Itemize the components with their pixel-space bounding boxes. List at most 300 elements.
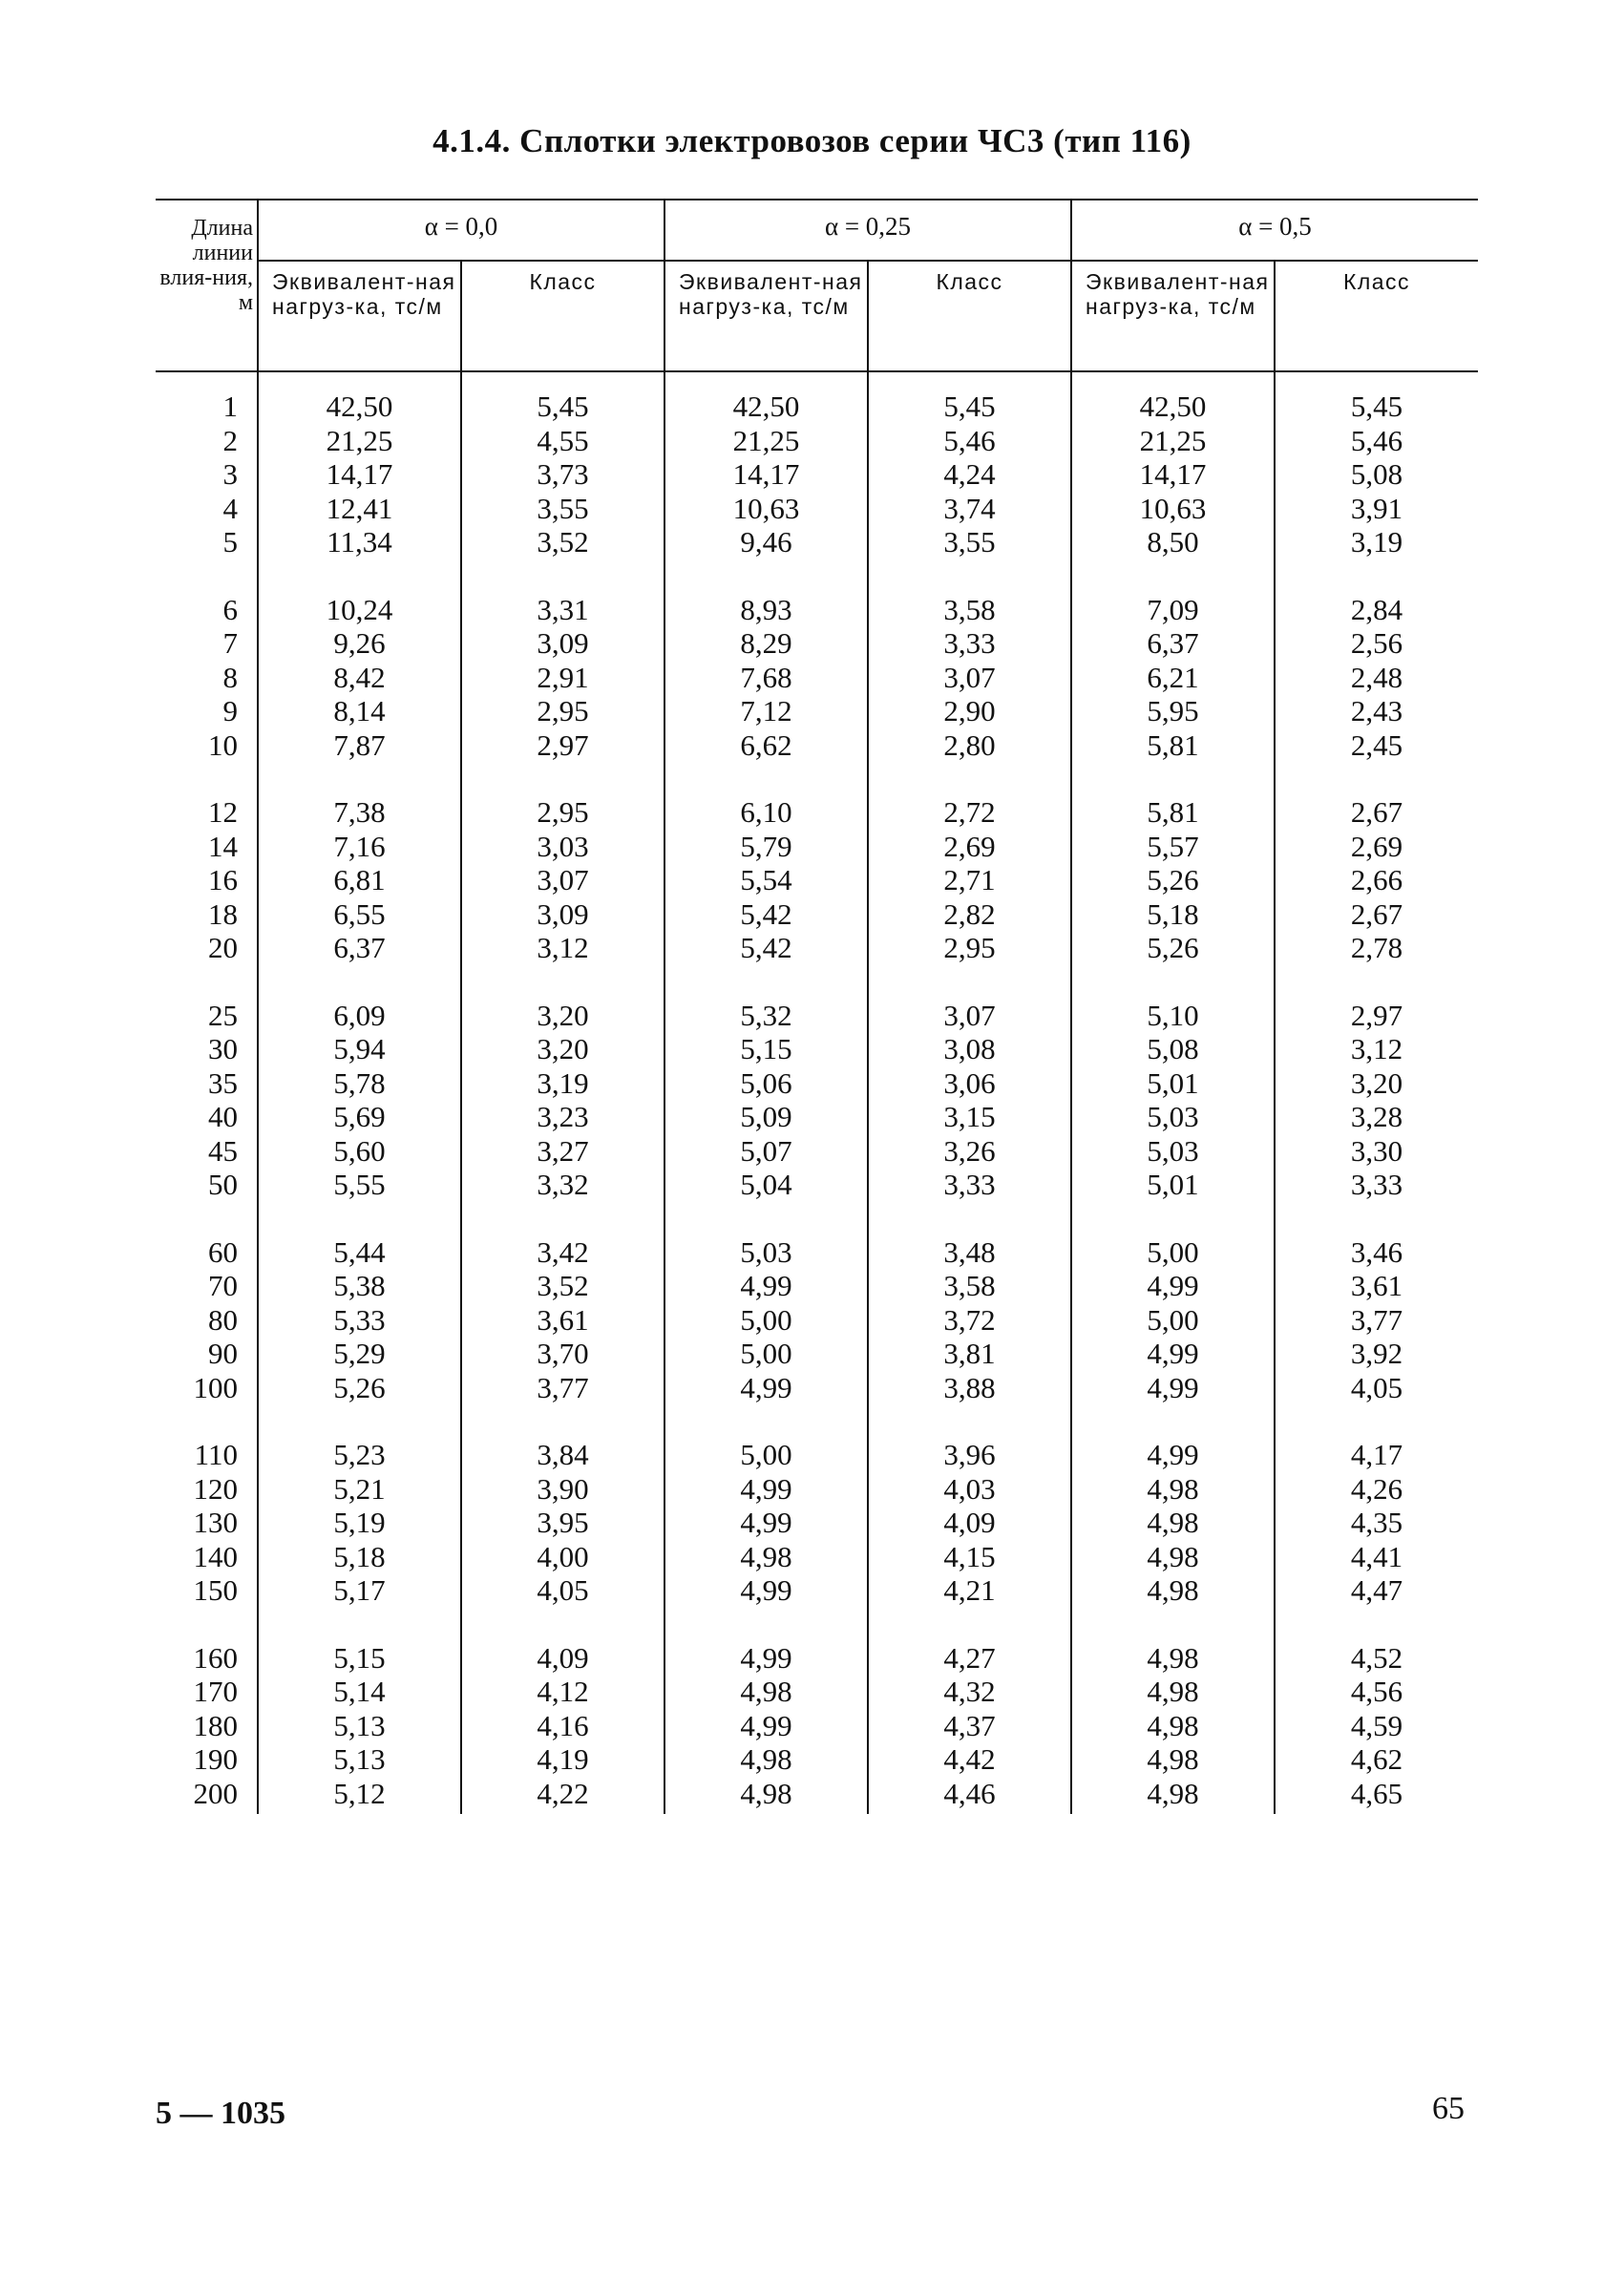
- cell-length: 140: [156, 1540, 258, 1574]
- cell-class: 3,07: [868, 661, 1071, 695]
- cell-equivalent-load: 10,63: [1071, 492, 1275, 526]
- table-row: [156, 424, 1478, 458]
- table-row: [156, 1675, 1478, 1709]
- cell-class: 3,12: [1350, 1032, 1403, 1065]
- cell-class: 5,45: [1350, 390, 1403, 423]
- table-row: [156, 1269, 1478, 1303]
- cell-length: 10: [156, 728, 258, 763]
- cell-equivalent-load: 7,38: [258, 762, 461, 830]
- table-row: [156, 1709, 1478, 1743]
- cell-length: 160: [156, 1608, 258, 1676]
- cell-class: 3,70: [461, 1337, 664, 1371]
- cell-length: 150: [156, 1573, 258, 1608]
- cell-equivalent-load: 4,98: [1071, 1709, 1275, 1743]
- cell-class: 3,26: [868, 1134, 1071, 1169]
- cell-class: 4,35: [1350, 1506, 1403, 1539]
- cell-equivalent-load: 5,32: [664, 965, 868, 1033]
- cell-class: 2,72: [868, 762, 1071, 830]
- table-row: [156, 1303, 1478, 1338]
- cell-class: 2,67: [1350, 896, 1403, 931]
- cell-equivalent-load: 4,98: [1071, 1608, 1275, 1676]
- table-row: [156, 1573, 1478, 1608]
- table-row: [156, 1742, 1478, 1777]
- cell-class: 4,55: [461, 424, 664, 458]
- header-class: Класс: [868, 261, 1071, 371]
- cell-equivalent-load: 5,78: [258, 1066, 461, 1101]
- cell-equivalent-load: 5,09: [664, 1100, 868, 1134]
- header-equivalent-load: Эквивалент-ная нагруз-ка, тс/м: [664, 261, 868, 371]
- cell-equivalent-load: 5,38: [258, 1269, 461, 1303]
- cell-length: 3: [156, 457, 258, 492]
- table-row: [156, 1202, 1478, 1270]
- cell-class: 3,61: [1350, 1269, 1403, 1302]
- cell-length: 90: [156, 1337, 258, 1371]
- cell-equivalent-load: 5,94: [258, 1032, 461, 1066]
- table-row: [156, 1506, 1478, 1540]
- cell-equivalent-load: 5,54: [664, 863, 868, 897]
- cell-class: 4,65: [1350, 1776, 1403, 1810]
- cell-class: 3,27: [461, 1134, 664, 1169]
- cell-equivalent-load: 6,81: [258, 863, 461, 897]
- cell-equivalent-load: 14,17: [1071, 457, 1275, 492]
- cell-equivalent-load: 5,29: [258, 1337, 461, 1371]
- table-row: [156, 762, 1478, 830]
- cell-equivalent-load: 5,00: [664, 1404, 868, 1472]
- cell-class: 4,00: [461, 1540, 664, 1574]
- cell-equivalent-load: 5,57: [1071, 830, 1275, 864]
- cell-class: 3,30: [1350, 1133, 1403, 1168]
- cell-length: 1: [156, 371, 258, 424]
- load-table: [156, 199, 1478, 1814]
- cell-equivalent-load: 5,00: [664, 1337, 868, 1371]
- cell-class: 2,43: [1350, 694, 1403, 727]
- cell-equivalent-load: 5,81: [1071, 762, 1275, 830]
- cell-length: 14: [156, 830, 258, 864]
- table-row: [156, 1100, 1478, 1134]
- cell-length: 120: [156, 1472, 258, 1507]
- cell-equivalent-load: 7,87: [258, 728, 461, 763]
- cell-equivalent-load: 4,99: [1071, 1337, 1275, 1371]
- cell-class: 3,33: [868, 1168, 1071, 1202]
- cell-class: 3,81: [868, 1337, 1071, 1371]
- table-row: [156, 1608, 1478, 1676]
- cell-class: 4,15: [868, 1540, 1071, 1574]
- cell-equivalent-load: 5,00: [1071, 1303, 1275, 1338]
- cell-class: 3,58: [868, 559, 1071, 627]
- cell-equivalent-load: 8,50: [1071, 525, 1275, 559]
- cell-length: 110: [156, 1404, 258, 1472]
- cell-equivalent-load: 5,21: [258, 1472, 461, 1507]
- cell-equivalent-load: 5,04: [664, 1168, 868, 1202]
- cell-equivalent-load: 4,99: [664, 1371, 868, 1405]
- cell-class: 3,96: [868, 1404, 1071, 1472]
- cell-equivalent-load: 5,42: [664, 931, 868, 965]
- footer-code: 5 — 1035: [156, 2096, 285, 2131]
- cell-equivalent-load: 5,03: [1071, 1100, 1275, 1134]
- cell-class: 3,31: [461, 559, 664, 627]
- table-row: [156, 626, 1478, 661]
- cell-equivalent-load: 4,99: [664, 1506, 868, 1540]
- header-alpha-05: α = 0,5: [1071, 200, 1478, 261]
- cell-equivalent-load: 42,50: [664, 371, 868, 424]
- cell-class: 3,32: [461, 1168, 664, 1202]
- cell-class: 3,23: [461, 1100, 664, 1134]
- cell-equivalent-load: 7,09: [1071, 559, 1275, 627]
- cell-length: 2: [156, 424, 258, 458]
- header-length: Длина линии влия-ния, м: [156, 200, 258, 371]
- cell-equivalent-load: 5,00: [1071, 1202, 1275, 1270]
- cell-equivalent-load: 5,42: [664, 897, 868, 932]
- cell-class: 4,19: [461, 1742, 664, 1777]
- cell-class: 4,47: [1350, 1573, 1403, 1607]
- cell-equivalent-load: 4,98: [664, 1742, 868, 1777]
- table-row: [156, 1337, 1478, 1371]
- cell-class: 4,09: [461, 1608, 664, 1676]
- cell-class: 4,62: [1350, 1742, 1403, 1776]
- cell-length: 7: [156, 626, 258, 661]
- cell-class: 4,05: [1350, 1370, 1403, 1404]
- cell-class: 3,09: [461, 897, 664, 932]
- cell-length: 70: [156, 1269, 258, 1303]
- cell-class: 5,45: [461, 371, 664, 424]
- table-row: [156, 492, 1478, 526]
- cell-equivalent-load: 7,16: [258, 830, 461, 864]
- cell-class: 3,08: [868, 1032, 1071, 1066]
- cell-class: 4,17: [1350, 1438, 1403, 1471]
- cell-class: 4,32: [868, 1675, 1071, 1709]
- cell-class: 3,84: [461, 1404, 664, 1472]
- cell-class: 3,91: [1350, 491, 1403, 525]
- cell-class: 3,74: [868, 492, 1071, 526]
- cell-length: 130: [156, 1506, 258, 1540]
- cell-equivalent-load: 6,62: [664, 728, 868, 763]
- cell-class: 3,20: [461, 1032, 664, 1066]
- cell-class: 4,59: [1350, 1708, 1403, 1742]
- cell-class: 3,12: [461, 931, 664, 965]
- cell-equivalent-load: 8,14: [258, 694, 461, 728]
- cell-equivalent-load: 4,99: [1071, 1371, 1275, 1405]
- cell-length: 50: [156, 1168, 258, 1202]
- cell-equivalent-load: 42,50: [1071, 371, 1275, 424]
- cell-class: 3,95: [461, 1506, 664, 1540]
- cell-length: 200: [156, 1777, 258, 1815]
- cell-class: 2,95: [868, 931, 1071, 965]
- cell-equivalent-load: 6,55: [258, 897, 461, 932]
- cell-equivalent-load: 5,13: [258, 1709, 461, 1743]
- cell-equivalent-load: 5,01: [1071, 1066, 1275, 1101]
- cell-length: 12: [156, 762, 258, 830]
- cell-equivalent-load: 5,06: [664, 1066, 868, 1101]
- cell-equivalent-load: 4,98: [1071, 1472, 1275, 1507]
- cell-equivalent-load: 5,10: [1071, 965, 1275, 1033]
- cell-equivalent-load: 5,95: [1071, 694, 1275, 728]
- cell-equivalent-load: 5,26: [1071, 931, 1275, 965]
- cell-equivalent-load: 5,01: [1071, 1168, 1275, 1202]
- cell-equivalent-load: 7,68: [664, 661, 868, 695]
- cell-class: 3,77: [461, 1371, 664, 1405]
- cell-class: 3,20: [1350, 1065, 1403, 1100]
- cell-class: 3,73: [461, 457, 664, 492]
- cell-equivalent-load: 5,15: [258, 1608, 461, 1676]
- cell-equivalent-load: 5,81: [1071, 728, 1275, 763]
- cell-equivalent-load: 6,10: [664, 762, 868, 830]
- cell-length: 45: [156, 1134, 258, 1169]
- cell-equivalent-load: 5,33: [258, 1303, 461, 1338]
- cell-length: 6: [156, 559, 258, 627]
- cell-class: 5,46: [1350, 423, 1403, 457]
- table-row: [156, 863, 1478, 897]
- cell-class: 3,03: [461, 830, 664, 864]
- cell-equivalent-load: 5,26: [1071, 863, 1275, 897]
- cell-equivalent-load: 5,19: [258, 1506, 461, 1540]
- cell-length: 60: [156, 1202, 258, 1270]
- cell-equivalent-load: 4,99: [664, 1573, 868, 1608]
- cell-equivalent-load: 6,09: [258, 965, 461, 1033]
- table-row: [156, 1032, 1478, 1066]
- cell-class: 3,88: [868, 1371, 1071, 1405]
- cell-class: 4,42: [868, 1742, 1071, 1777]
- table-row: [156, 1777, 1478, 1815]
- cell-length: 190: [156, 1742, 258, 1777]
- cell-class: 4,41: [1350, 1539, 1403, 1573]
- cell-equivalent-load: 4,99: [1071, 1404, 1275, 1472]
- cell-class: 2,82: [868, 897, 1071, 932]
- cell-equivalent-load: 8,42: [258, 661, 461, 695]
- cell-class: 4,05: [461, 1573, 664, 1608]
- cell-equivalent-load: 5,44: [258, 1202, 461, 1270]
- cell-equivalent-load: 4,98: [1071, 1506, 1275, 1540]
- cell-class: 3,33: [1350, 1168, 1403, 1201]
- table-row: [156, 1066, 1478, 1101]
- header-equivalent-load: Эквивалент-ная нагруз-ка, тс/м: [1071, 261, 1275, 371]
- cell-class: 5,08: [1350, 457, 1403, 491]
- header-class: Класс: [461, 261, 664, 371]
- cell-equivalent-load: 4,98: [664, 1540, 868, 1574]
- cell-length: 100: [156, 1371, 258, 1405]
- table-row: [156, 1540, 1478, 1574]
- cell-class: 3,77: [1350, 1302, 1403, 1337]
- cell-length: 16: [156, 863, 258, 897]
- cell-equivalent-load: 4,98: [1071, 1675, 1275, 1709]
- cell-class: 2,69: [868, 830, 1071, 864]
- cell-class: 4,37: [868, 1709, 1071, 1743]
- table-row: [156, 457, 1478, 492]
- table-row: [156, 371, 1478, 424]
- cell-length: 20: [156, 931, 258, 965]
- cell-class: 2,97: [1350, 998, 1403, 1032]
- cell-equivalent-load: 8,29: [664, 626, 868, 661]
- header-equivalent-load: Эквивалент-ная нагруз-ка, тс/м: [258, 261, 461, 371]
- cell-length: 4: [156, 492, 258, 526]
- cell-equivalent-load: 5,08: [1071, 1032, 1275, 1066]
- cell-equivalent-load: 9,46: [664, 525, 868, 559]
- cell-equivalent-load: 6,37: [258, 931, 461, 965]
- cell-equivalent-load: 6,37: [1071, 626, 1275, 661]
- cell-class: 4,22: [461, 1777, 664, 1815]
- cell-equivalent-load: 8,93: [664, 559, 868, 627]
- cell-equivalent-load: 4,98: [664, 1675, 868, 1709]
- cell-equivalent-load: 4,98: [1071, 1742, 1275, 1777]
- cell-class: 3,42: [461, 1202, 664, 1270]
- cell-equivalent-load: 5,60: [258, 1134, 461, 1169]
- table-body: [156, 371, 1478, 1814]
- table-row: [156, 1472, 1478, 1507]
- cell-class: 2,97: [461, 728, 664, 763]
- header-class: Класс: [1275, 261, 1478, 371]
- cell-equivalent-load: 5,79: [664, 830, 868, 864]
- cell-equivalent-load: 21,25: [258, 424, 461, 458]
- cell-class: 2,45: [1350, 727, 1403, 762]
- cell-length: 5: [156, 525, 258, 559]
- page-number: 65: [1432, 2091, 1465, 2126]
- cell-length: 40: [156, 1100, 258, 1134]
- cell-length: 25: [156, 965, 258, 1033]
- cell-class: 2,90: [868, 694, 1071, 728]
- cell-equivalent-load: 5,13: [258, 1742, 461, 1777]
- header-alpha-0: α = 0,0: [258, 200, 664, 261]
- cell-length: 80: [156, 1303, 258, 1338]
- cell-equivalent-load: 5,12: [258, 1777, 461, 1815]
- cell-class: 3,52: [461, 525, 664, 559]
- cell-class: 3,07: [868, 965, 1071, 1033]
- cell-class: 3,72: [868, 1303, 1071, 1338]
- cell-equivalent-load: 5,23: [258, 1404, 461, 1472]
- cell-equivalent-load: 5,17: [258, 1573, 461, 1608]
- table-row: [156, 661, 1478, 695]
- cell-class: 3,52: [461, 1269, 664, 1303]
- cell-class: 3,46: [1350, 1234, 1403, 1269]
- table-row: [156, 931, 1478, 965]
- cell-equivalent-load: 5,03: [1071, 1134, 1275, 1169]
- cell-class: 4,21: [868, 1573, 1071, 1608]
- table-title: 4.1.4. Сплотки электровозов серии ЧС3 (тип 116): [432, 122, 1192, 159]
- cell-class: 2,80: [868, 728, 1071, 763]
- cell-class: 3,90: [461, 1472, 664, 1507]
- cell-equivalent-load: 9,26: [258, 626, 461, 661]
- cell-class: 3,48: [868, 1202, 1071, 1270]
- table-row: [156, 965, 1478, 1033]
- cell-equivalent-load: 4,98: [1071, 1540, 1275, 1574]
- cell-class: 2,71: [868, 863, 1071, 897]
- cell-class: 3,61: [461, 1303, 664, 1338]
- cell-class: 2,56: [1350, 626, 1403, 660]
- cell-class: 2,67: [1350, 795, 1403, 829]
- cell-equivalent-load: 5,03: [664, 1202, 868, 1270]
- cell-equivalent-load: 5,69: [258, 1100, 461, 1134]
- cell-class: 2,91: [461, 661, 664, 695]
- cell-class: 3,55: [868, 525, 1071, 559]
- cell-class: 4,26: [1350, 1471, 1403, 1506]
- cell-equivalent-load: 5,18: [258, 1540, 461, 1574]
- cell-equivalent-load: 6,21: [1071, 661, 1275, 695]
- cell-length: 35: [156, 1066, 258, 1101]
- table-row: [156, 830, 1478, 864]
- cell-length: 170: [156, 1675, 258, 1709]
- table-row: [156, 1371, 1478, 1405]
- cell-class: 4,24: [868, 457, 1071, 492]
- cell-class: 3,19: [461, 1066, 664, 1101]
- cell-length: 180: [156, 1709, 258, 1743]
- cell-equivalent-load: 4,99: [664, 1269, 868, 1303]
- cell-class: 4,16: [461, 1709, 664, 1743]
- cell-equivalent-load: 12,41: [258, 492, 461, 526]
- table-row: [156, 897, 1478, 932]
- cell-class: 2,66: [1350, 863, 1403, 896]
- cell-equivalent-load: 10,63: [664, 492, 868, 526]
- cell-length: 30: [156, 1032, 258, 1066]
- cell-class: 4,52: [1350, 1640, 1403, 1675]
- cell-equivalent-load: 5,15: [664, 1032, 868, 1066]
- cell-equivalent-load: 5,00: [664, 1303, 868, 1338]
- cell-class: 5,45: [868, 371, 1071, 424]
- cell-length: 8: [156, 661, 258, 695]
- cell-equivalent-load: 4,99: [664, 1709, 868, 1743]
- cell-class: 2,84: [1350, 592, 1403, 626]
- cell-class: 4,03: [868, 1472, 1071, 1507]
- table-row: [156, 1134, 1478, 1169]
- cell-class: 2,95: [461, 694, 664, 728]
- cell-equivalent-load: 11,34: [258, 525, 461, 559]
- cell-class: 3,58: [868, 1269, 1071, 1303]
- cell-equivalent-load: 42,50: [258, 371, 461, 424]
- cell-equivalent-load: 4,98: [1071, 1573, 1275, 1608]
- cell-length: 9: [156, 694, 258, 728]
- cell-equivalent-load: 5,18: [1071, 897, 1275, 932]
- cell-equivalent-load: 4,99: [664, 1472, 868, 1507]
- cell-equivalent-load: 21,25: [664, 424, 868, 458]
- cell-class: 3,33: [868, 626, 1071, 661]
- cell-equivalent-load: 14,17: [258, 457, 461, 492]
- cell-equivalent-load: 4,99: [664, 1608, 868, 1676]
- cell-class: 2,48: [1350, 660, 1403, 694]
- table-row: [156, 728, 1478, 763]
- table-row: [156, 1404, 1478, 1472]
- table-row: [156, 1168, 1478, 1202]
- cell-class: 4,27: [868, 1608, 1071, 1676]
- cell-equivalent-load: 10,24: [258, 559, 461, 627]
- cell-class: 2,69: [1350, 829, 1403, 863]
- cell-class: 3,15: [868, 1100, 1071, 1134]
- cell-class: 5,46: [868, 424, 1071, 458]
- cell-class: 3,28: [1350, 1100, 1403, 1133]
- cell-class: 4,09: [868, 1506, 1071, 1540]
- cell-equivalent-load: 14,17: [664, 457, 868, 492]
- table-row: [156, 694, 1478, 728]
- cell-class: 4,46: [868, 1777, 1071, 1815]
- cell-equivalent-load: 5,07: [664, 1134, 868, 1169]
- cell-equivalent-load: 5,26: [258, 1371, 461, 1405]
- cell-equivalent-load: 5,14: [258, 1675, 461, 1709]
- cell-class: 3,20: [461, 965, 664, 1033]
- cell-class: 3,92: [1350, 1337, 1403, 1370]
- table-row: [156, 525, 1478, 559]
- header-alpha-025: α = 0,25: [664, 200, 1071, 261]
- cell-equivalent-load: 4,99: [1071, 1269, 1275, 1303]
- cell-class: 3,55: [461, 492, 664, 526]
- cell-class: 3,06: [868, 1066, 1071, 1101]
- cell-equivalent-load: 5,55: [258, 1168, 461, 1202]
- cell-class: 4,12: [461, 1675, 664, 1709]
- cell-equivalent-load: 7,12: [664, 694, 868, 728]
- cell-class: 2,78: [1350, 931, 1403, 964]
- cell-class: 4,56: [1350, 1675, 1403, 1708]
- cell-length: 18: [156, 897, 258, 932]
- cell-equivalent-load: 21,25: [1071, 424, 1275, 458]
- cell-class: 3,09: [461, 626, 664, 661]
- cell-class: 2,95: [461, 762, 664, 830]
- cell-equivalent-load: 4,98: [1071, 1777, 1275, 1815]
- cell-class: 3,07: [461, 863, 664, 897]
